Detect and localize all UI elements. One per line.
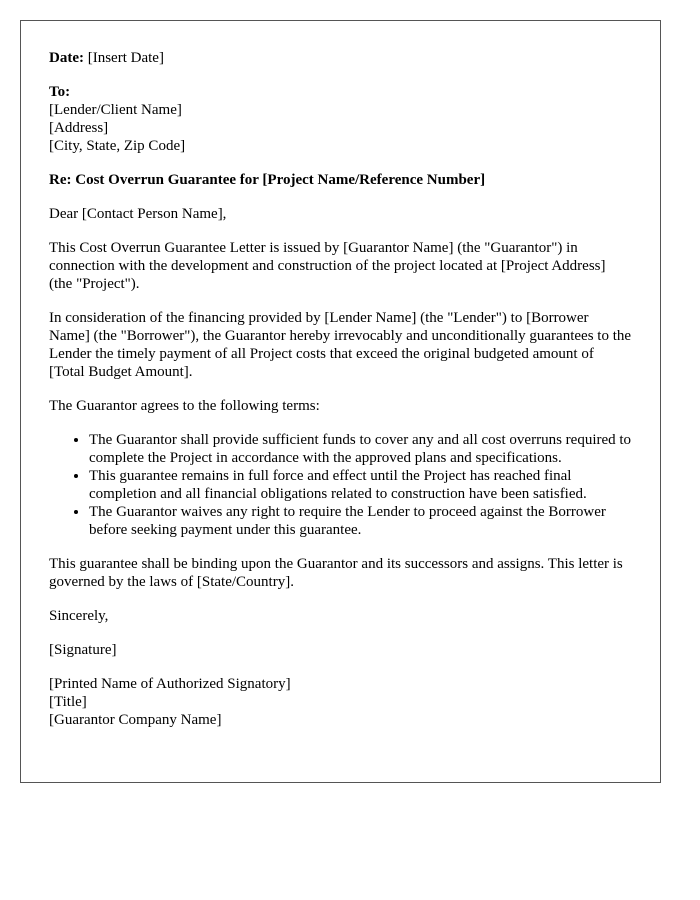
recipient-name: [Lender/Client Name] — [49, 102, 182, 118]
signatory-block — [49, 675, 632, 729]
date-label: Date: — [49, 50, 84, 66]
date-value: [Insert Date] — [87, 50, 164, 66]
signature-placeholder: [Signature] — [49, 642, 117, 658]
guarantee-letter — [20, 20, 661, 783]
guarantor-company: [Guarantor Company Name] — [49, 712, 222, 728]
signatory-title: [Title] — [49, 694, 87, 710]
signatory-name: [Printed Name of Authorized Signatory] — [49, 676, 291, 692]
recipient-city-state-zip: [City, State, Zip Code] — [49, 138, 186, 154]
date-line — [49, 49, 632, 67]
terms-intro: The Guarantor agrees to the following terms: — [49, 398, 320, 414]
list-item: • The Guarantor shall provide sufficient funds to cover any and all cost overruns required to complete the Project in accordance with the approved plans and specifications. — [89, 431, 632, 467]
list-item: • This guarantee remains in full force and effect until the Project has reached final completion and all financial obligations related to construction have been satisfied. — [89, 467, 632, 503]
intro-paragraph: This Cost Overrun Guarantee Letter is issued by [Guarantor Name] (the "Guarantor") in connection with the development and construction of the project located at [Project Address] (the "Project"). — [49, 240, 606, 292]
consideration-paragraph: In consideration of the financing provided by [Lender Name] (the "Lender") to [Borrower Name] (the "Borrower"), the Guarantor hereby irrevocably and unconditionally guarantees to the Lender the timely payment of all Project costs that exceed the original budgeted amount of [Total Budget Amount]. — [49, 310, 632, 380]
recipient-label: To: — [49, 84, 71, 100]
recipient-block — [49, 83, 632, 155]
valediction: Sincerely, — [49, 608, 109, 624]
terms-list — [49, 431, 632, 539]
salutation: Dear [Contact Person Name], — [49, 206, 227, 222]
subject-line: Re: Cost Overrun Guarantee for [Project Name/Reference Number] — [49, 172, 486, 188]
recipient-address: [Address] — [49, 120, 109, 136]
list-item: • The Guarantor waives any right to require the Lender to proceed against the Borrower before seeking payment under this guarantee. — [89, 503, 632, 539]
binding-paragraph: This guarantee shall be binding upon the Guarantor and its successors and assigns. This letter is governed by the laws of [State/Country]. — [49, 556, 623, 590]
